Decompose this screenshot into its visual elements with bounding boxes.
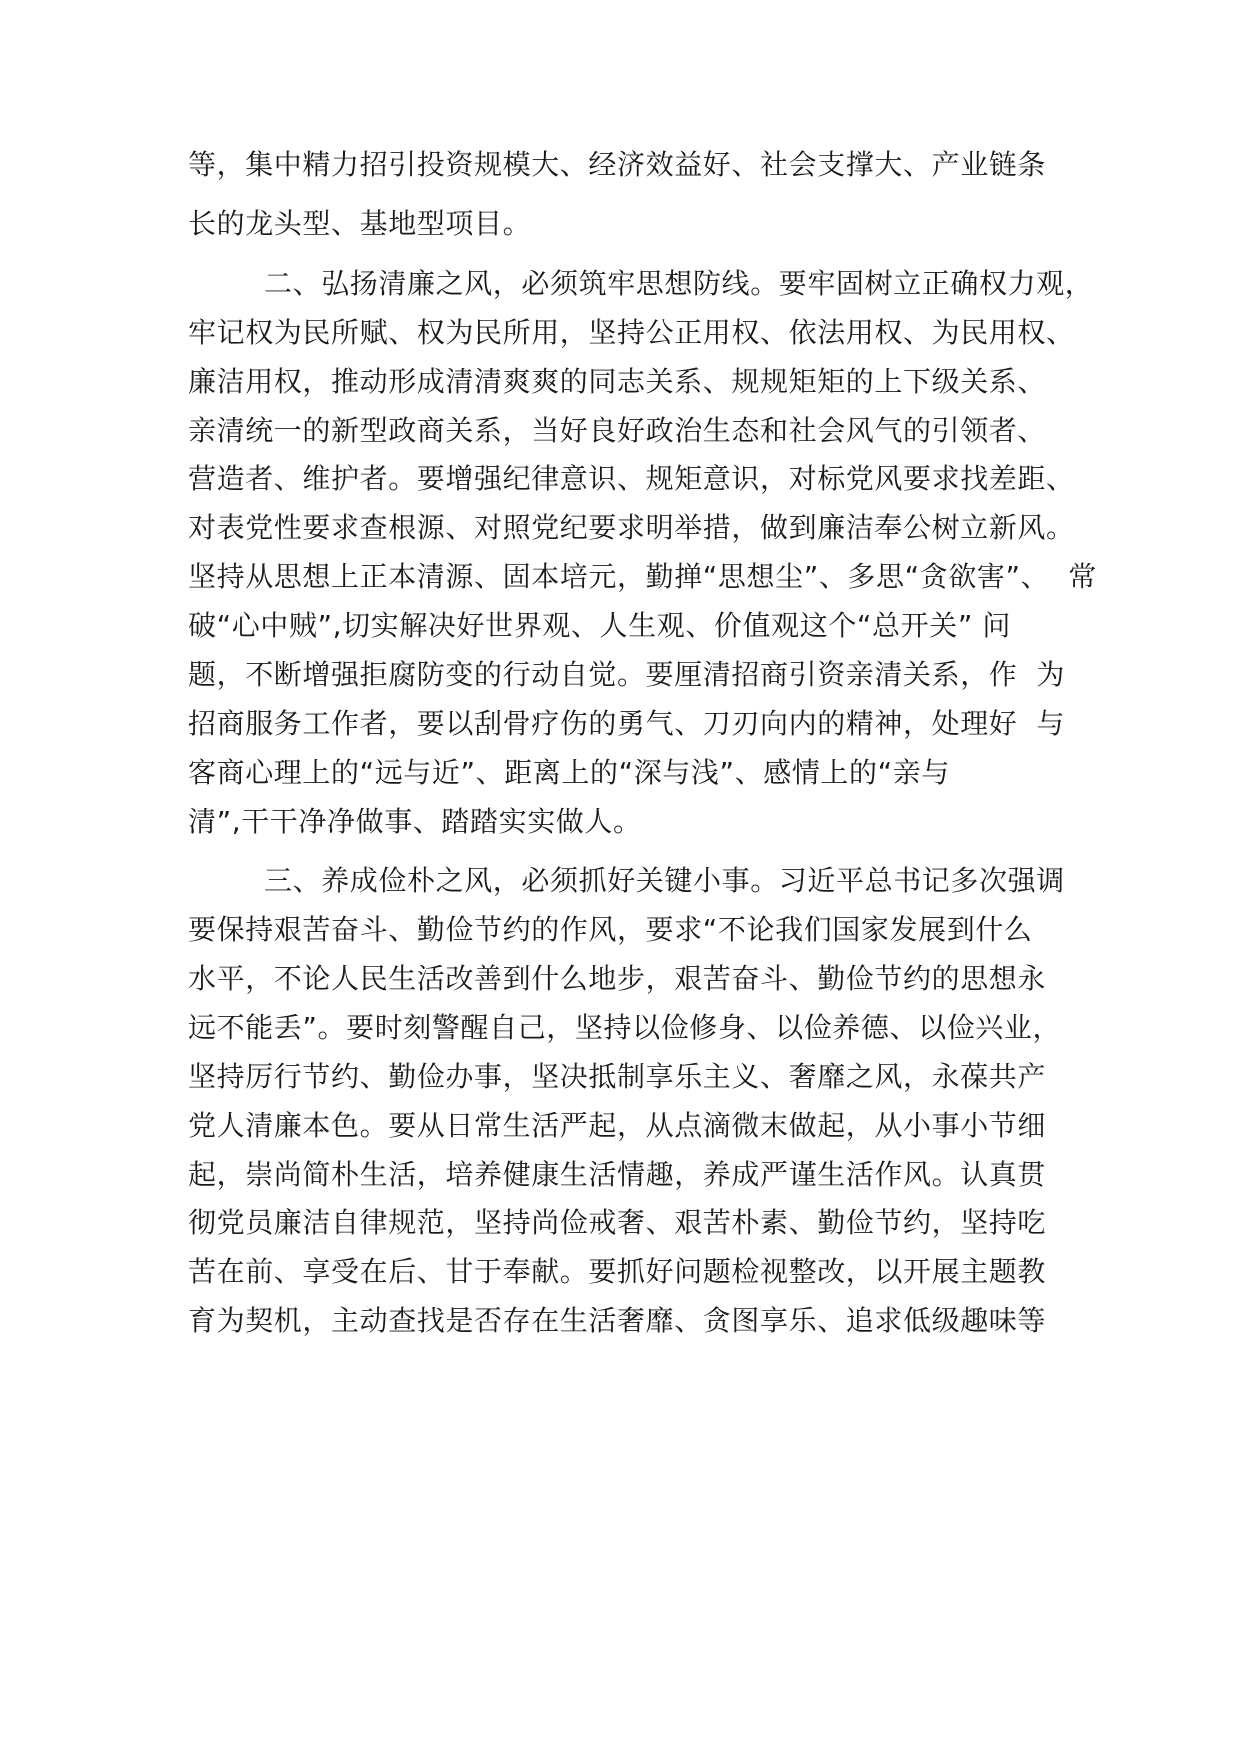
text-line: 三、养成俭朴之风，必须抓好关键小事。习近平总书记多次强调	[188, 864, 1065, 897]
text-line: 客商心理上的“远与近”、距离上的“深与浅”、感情上的“亲与	[188, 756, 950, 789]
text-line: 等，集中精力招引投资规模大、经济效益好、社会支撑大、产业链条	[188, 148, 1047, 181]
text-line: 要保持艰苦奋斗、勤俭节约的作风，要求“不论我们国家发展到什么	[188, 913, 1033, 946]
text-line: 彻党员廉洁自律规范，坚持尚俭戒奢、艰苦朴素、勤俭节约，坚持吃	[188, 1206, 1047, 1239]
text-line: 廉洁用权，推动形成清清爽爽的同志关系、规规矩矩的上下级关系、	[188, 365, 1047, 398]
text-line: 营造者、维护者。要增强纪律意识、规矩意识，对标党风要求找差距、	[188, 462, 1075, 495]
text-line: 清”,干干净净做事、踏踏实实做人。	[188, 805, 642, 838]
text-line: 坚持从思想上正本清源、固本培元，勤掸“思想尘”、多思“贪欲害”、 常	[188, 560, 1097, 593]
text-line: 对表党性要求查根源、对照党纪要求明举措，做到廉洁奉公树立新风。	[188, 511, 1075, 544]
text-line: 起，崇尚简朴生活，培养健康生活情趣，养成严谨生活作风。认真贯	[188, 1158, 1047, 1191]
text-line: 亲清统一的新型政商关系，当好良好政治生态和社会风气的引领者、	[188, 414, 1047, 447]
text-line: 远不能丢”。要时刻警醒自己，坚持以俭修身、以俭养德、以俭兴业，	[188, 1011, 1062, 1044]
text-line: 水平，不论人民生活改善到什么地步，艰苦奋斗、勤俭节约的思想永	[188, 962, 1047, 995]
text-line: 党人清廉本色。要从日常生活严起，从点滴微末做起，从小事小节细	[188, 1109, 1047, 1142]
text-line: 育为契机，主动查找是否存在生活奢靡、贪图享乐、追求低级趣味等	[188, 1304, 1047, 1337]
text-line: 题，不断增强拒腐防变的行动自觉。要厘清招商引资亲清关系，作 为	[188, 658, 1066, 691]
text-line: 牢记权为民所赋、权为民所用，坚持公正用权、依法用权、为民用权、	[188, 316, 1075, 349]
text-line: 破“心中贼”,切实解决好世界观、人生观、价值观这个“总开关” 问	[188, 609, 1012, 642]
text-line: 招商服务工作者，要以刮骨疗伤的勇气、刀刃向内的精神，处理好 与	[188, 707, 1066, 740]
text-line: 二、弘扬清廉之风，必须筑牢思想防线。要牢固树立正确权力观，	[188, 267, 1094, 300]
text-line: 坚持厉行节约、勤俭办事，坚决抵制享乐主义、奢靡之风，永葆共产	[188, 1060, 1047, 1093]
text-line: 长的龙头型、基地型项目。	[188, 207, 532, 240]
text-line: 苦在前、享受在后、甘于奉献。要抓好问题检视整改，以开展主题教	[188, 1255, 1047, 1288]
